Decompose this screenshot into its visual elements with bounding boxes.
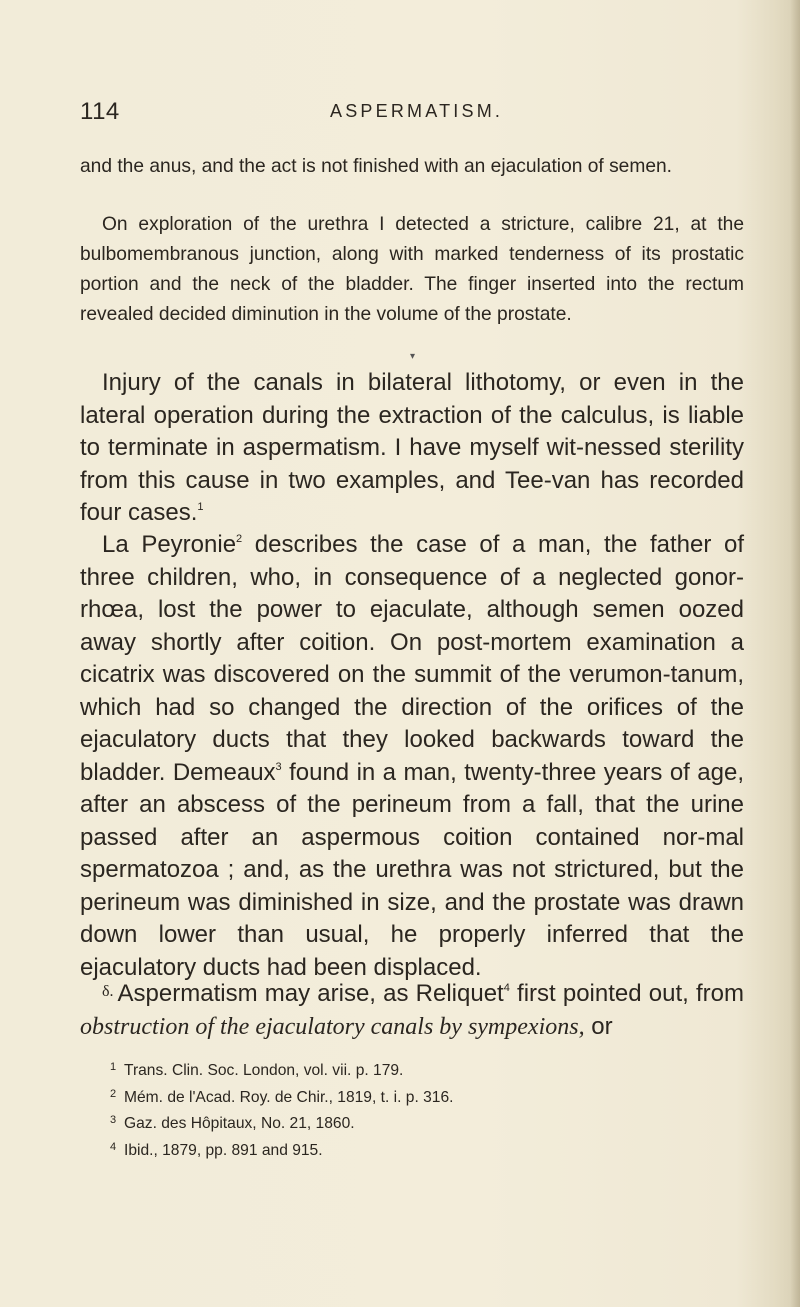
paragraph-exploration (80, 210, 744, 330)
paragraph-5-part-2: first pointed out, from (509, 980, 744, 1007)
footnote-text: Ibid., 1879, pp. 891 and 915. (124, 1141, 323, 1159)
footnote-ref-3: 3 (275, 760, 282, 773)
footnote-number: 1 (110, 1061, 117, 1073)
running-head (80, 98, 740, 138)
paragraph-4-part-3: found in a man, twenty-three years of age, after an abscess of the perineum from a fall, that the urine passed after an aspermous coition contained nor-mal spermatozoa ; and, as the urethra was not strictured, but the perineum was diminished in size, and the prostate was drawn down lower than usual, he properly inferred that the ejaculatory ducts had been displaced. (80, 758, 744, 981)
footnote (110, 1056, 730, 1083)
footnote (110, 1109, 730, 1136)
footnote-text: Trans. Clin. Soc. London, vol. vii. p. 179. (124, 1062, 404, 1079)
paragraph-lithotomy (80, 367, 744, 530)
stray-mark: ▾ (410, 351, 416, 362)
footnote (110, 1136, 730, 1163)
page-edge-shadow (790, 0, 800, 1307)
footnote (110, 1083, 730, 1110)
footnote-ref-4: 4 (503, 982, 510, 994)
paragraph-5-part-3: or (584, 1012, 613, 1040)
paragraph-1-text: and the anus, and the act is not finished with an ejaculation of semen. (80, 156, 673, 177)
footnote-number: 3 (110, 1114, 117, 1127)
page-number: 114 (80, 98, 120, 125)
footnote-number: 2 (110, 1087, 117, 1100)
footnote-text: Mém. de l'Acad. Roy. de Chir., 1819, t. i. p. 316. (124, 1088, 454, 1106)
section-marker: δ. (102, 983, 114, 1000)
running-title: ASPERMATISM. (330, 101, 504, 121)
footnote-text: Gaz. des Hôpitaux, No. 21, 1860. (124, 1115, 355, 1133)
paragraph-5-italic: obstruction of the ejaculatory canals by sympexions, (80, 1013, 585, 1040)
paragraph-continued (80, 152, 744, 182)
paragraph-5-part-1: Aspermatism may arise, as Reliquet (117, 980, 504, 1007)
footnote-ref-1: 1 (197, 501, 204, 513)
paragraph-4-part-1: La Peyronie (102, 531, 237, 558)
footnotes (110, 1056, 730, 1162)
paragraph-2-text: On exploration of the urethra I detected a stricture, calibre 21, at the bulbomembranous junction, along with marked tenderness of its prostatic portion and the neck of the bladder. The finger inserted into the rectum revealed decided diminution in the volume of the prostate. (80, 214, 744, 325)
footnote-ref-2: 2 (236, 533, 243, 545)
paragraph-la-peyronie (80, 529, 744, 984)
footnote-number: 4 (110, 1140, 117, 1153)
paragraph-3-text: Injury of the canals in bilateral lithotomy, or even in the lateral operation during the extraction of the calculus, is liable to terminate in aspermatism. I have myself wit-nessed sterility from this cause in two examples, and Tee-van has recorded four cases. (80, 369, 744, 526)
paragraph-4-part-2: describes the case of a man, the father of three children, who, in consequence of a neglected gonor-rhœa, lost the power to ejaculate, although semen oozed away shortly after coition. On post-mortem examination a cicatrix was discovered on the summit of the verumon-tanum, which had so changed the direction of the orifices of the ejaculatory ducts that they looked backwards toward the bladder. Demeaux (80, 531, 744, 786)
paragraph-reliquet (80, 976, 744, 1043)
